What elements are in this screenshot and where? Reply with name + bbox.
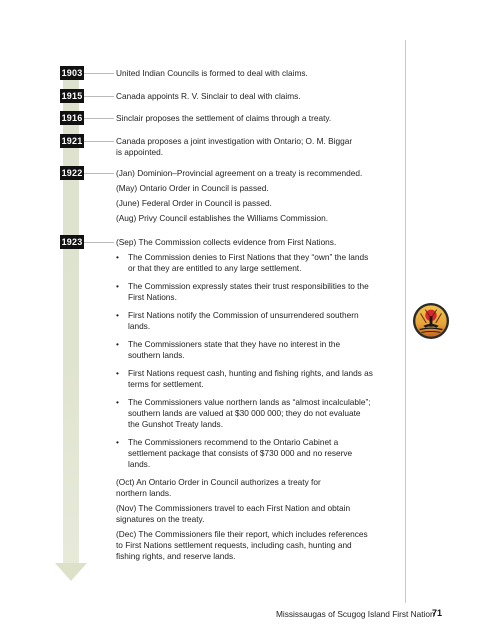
year-badge-1922: 1922 [61,168,83,178]
timeline-arrow-icon [55,563,87,581]
bullet-text: First Nations. [128,292,177,302]
bullet-icon: • [116,437,119,447]
bullet-icon: • [116,252,119,262]
bullet-text: southern lands are valued at $30 000 000; they do not evaluate [128,408,361,418]
bullet-text: or that they are entitled to any large settlement. [128,263,302,273]
connector-line [84,96,114,97]
bullet-icon: • [116,339,119,349]
year-badge-1923: 1923 [61,237,83,247]
event-1923-dec-line-1: (Dec) The Commissioners file their report, which includes references [116,529,368,539]
year-badge-1903: 1903 [61,68,83,78]
bullet-text: lands. [128,459,151,469]
event-1923-dec-line-2: to First Nations settlement requests, including cash, hunting and [116,540,352,550]
event-1923-sep: (Sep) The Commission collects evidence from First Nations. [116,237,337,247]
bullet-text: First Nations notify the Commission of unsurrendered southern [128,310,359,320]
bullet-icon: • [116,397,119,407]
bullet-text: The Commissioners recommend to the Ontario Cabinet a [128,437,339,447]
event-1923-oct-line-2: northern lands. [116,488,172,498]
bullet-icon: • [116,281,119,291]
connector-line [84,141,114,142]
bullet-text: The Commission expressly states their trust responsibilities to the [128,281,369,291]
bullet-icon: • [116,368,119,378]
bullet-text: southern lands. [128,350,185,360]
page-number: 71 [432,608,443,618]
event-1922-may: (May) Ontario Order in Council is passed. [116,183,269,193]
event-1922-jan: (Jan) Dominion–Provincial agreement on a treaty is recommended. [116,168,363,178]
event-1923-dec-line-3: fishing rights, and reserve lands. [116,551,236,561]
bullet-text: First Nations request cash, hunting and fishing rights, and lands as [128,368,373,378]
event-1922-june: (June) Federal Order in Council is passed. [116,198,272,208]
bullet-icon: • [116,310,119,320]
bullet-text: terms for settlement. [128,379,204,389]
footer-publication-title: Mississaugas of Scugog Island First Nation [276,609,435,619]
event-1923-nov-line-2: signatures on the treaty. [116,514,205,524]
connector-line [84,73,114,74]
event-1921-line-2: is appointed. [116,147,164,157]
year-badge-1915: 1915 [61,91,83,101]
event-1916: Sinclair proposes the settlement of claims through a treaty. [116,113,332,123]
bullet-text: lands. [128,321,151,331]
bullet-text: settlement package that consists of $730 000 and no reserve [128,448,353,458]
mississaugas-emblem-icon [412,302,450,340]
bullet-text: The Commissioners value northern lands as “almost incalculable”; [128,397,371,407]
event-1903: United Indian Councils is formed to deal with claims. [116,68,308,78]
bullet-text: The Commission denies to First Nations that they “own” the lands [128,252,369,262]
connector-line [84,118,114,119]
event-1923-oct-line-1: (Oct) An Ontario Order in Council authorizes a treaty for [116,477,321,487]
bullet-text: The Commissioners state that they have no interest in the [128,339,341,349]
event-1915: Canada appoints R. V. Sinclair to deal with claims. [116,91,301,101]
year-badge-1921: 1921 [61,136,83,146]
event-1922-aug: (Aug) Privy Council establishes the Williams Commission. [116,213,329,223]
connector-line [84,242,114,243]
bullet-text: the Gunshot Treaty lands. [128,419,224,429]
event-1921-line-1: Canada proposes a joint investigation with Ontario; O. M. Biggar [116,136,353,146]
event-1923-nov-line-1: (Nov) The Commissioners travel to each First Nation and obtain [116,503,351,513]
connector-line [84,173,114,174]
margin-rule [405,40,406,603]
year-badge-1916: 1916 [61,113,83,123]
